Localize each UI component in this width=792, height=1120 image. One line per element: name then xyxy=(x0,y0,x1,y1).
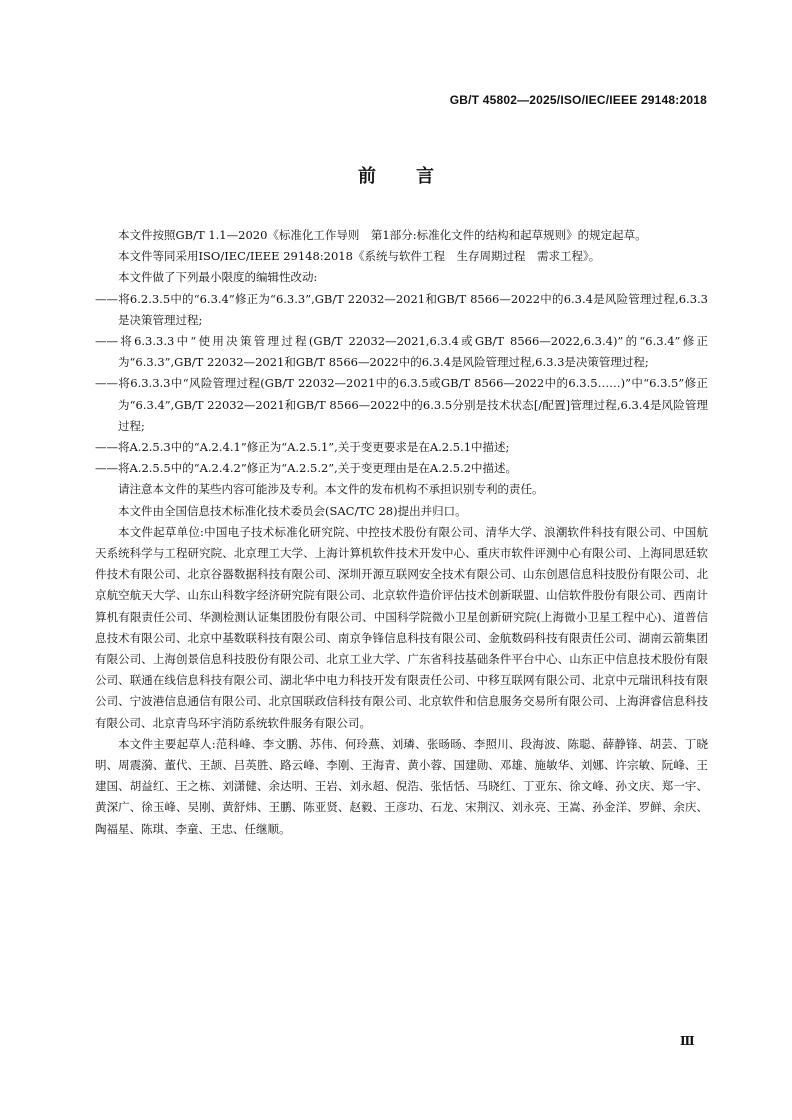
dash-mark: —— xyxy=(95,334,118,349)
edit-text: 将6.3.3.3中“使用决策管理过程(GB/T 22032—2021,6.3.4或GB/T 8566—2022,6.3.4)”的“6.3.4”修正为“6.3.3”,GB/T 22032—2021和GB/T 8566—2022中的6.3.4是风险管理过程,6.3.3是决策管理过程; xyxy=(118,334,708,370)
drafters-list: 本文件主要起草人:范科峰、李文鹏、苏伟、何玲燕、刘璘、张旸旸、李照川、段海波、陈聪、薛静锋、胡芸、丁晓明、周震漪、董代、王颉、吕英胜、路云峰、李刚、王海青、黄小蓉、国建勋、邓雄、施敏华、刘娜、许宗敏、阮峰、王建国、胡益红、王之栋、刘潇健、余达明、王岩、刘永超、倪浩、张恬恬、马晓红、丁亚东、徐文峰、孙文庆、郑一宇、黄深广、徐玉峰、吴刚、黄舒炜、王鹏、陈亚贤、赵毅、王彦功、石龙、宋荆汉、刘永亮、王嵩、孙金洋、罗鲜、余庆、陶福星、陈琪、李童、王忠、任继顺。 xyxy=(95,736,708,836)
dash-mark: —— xyxy=(95,440,118,455)
paragraph-adoption: 本文件等同采用ISO/IEC/IEEE 29148:2018《系统与软件工程 生存周期过程 需求工程》。 xyxy=(118,249,601,264)
edit-text: 将6.3.3.3中“风险管理过程(GB/T 22032—2021中的6.3.5或GB/T 8566—2022中的6.3.5……)”中“6.3.5”修正为“6.3.4”,GB/T 22032—2021和GB/T 8566—2022中的6.3.5分别是技术状态[/配置]管理过程,6.3.4是风险管理过程; xyxy=(118,376,708,433)
paragraph-drafting-rule: 本文件按照GB/T 1.1—2020《标准化工作导则 第1部分:标准化文件的结构和起草规则》的规定起草。 xyxy=(118,228,647,242)
edit-item xyxy=(95,289,708,331)
document-body xyxy=(95,225,708,840)
dash-mark: —— xyxy=(95,291,118,306)
dash-mark: —— xyxy=(95,376,118,391)
proposer-statement: 本文件由全国信息技术标准化技术委员会(SAC/TC 28)提出并归口。 xyxy=(118,503,467,518)
standard-code-header: GB/T 45802—2025/ISO/IEC/IEEE 29148:2018 xyxy=(449,93,707,107)
page-number: Ⅲ xyxy=(680,1034,695,1048)
edit-text: 将A.2.5.3中的“A.2.4.1”修正为“A.2.5.1”,关于变更要求是在A.2.5.1中描述; xyxy=(118,440,510,455)
edit-text: 将A.2.5.5中的“A.2.4.2”修正为“A.2.5.2”,关于变更理由是在A.2.5.2中描述。 xyxy=(118,461,518,476)
edit-item xyxy=(95,331,708,373)
edit-text: 将6.2.3.5中的“6.3.4”修正为“6.3.3”,GB/T 22032—2021和GB/T 8566—2022中的6.3.4是风险管理过程,6.3.3是决策管理过程; xyxy=(118,291,708,327)
drafting-units: 本文件起草单位:中国电子技术标准化研究院、中控技术股份有限公司、清华大学、浪潮软件科技有限公司、中国航天系统科学与工程研究院、北京理工大学、上海计算机软件技术开发中心、重庆市软件评测中心有限公司、上海同思廷软件技术有限公司、北京谷器数据科技有限公司、深圳开源互联网安全技术有限公司、山东创恩信息科技股份有限公司、北京航空航天大学、山东山科数字经济研究院有限公司、北京软件造价评估技术创新联盟、山信软件股份有限公司、西南计算机有限责任公司、华测检测认证集团股份有限公司、中国科学院微小卫星创新研究院(上海微小卫星工程中心)、道普信息技术有限公司、北京中基数联科技有限公司、南京争锋信息科技有限公司、金航数码科技有限责任公司、湖南云箭集团有限公司、上海创景信息科技股份有限公司、北京工业大学、广东省科技基础条件平台中心、山东正中信息技术股份有限公司、联通在线信息科技有限公司、湖北华中电力科技开发有限责任公司、中移互联网有限公司、北京中元瑞讯科技有限公司、宁波港信息通信有限公司、北京国联政信科技有限公司、北京软件和信息服务交易所有限公司、上海湃睿信息科技有限公司、北京青鸟环宇消防系统软件服务有限公司。 xyxy=(95,524,708,730)
paragraph-edits-intro: 本文件做了下列最小限度的编辑性改动: xyxy=(118,270,318,285)
dash-mark: —— xyxy=(95,461,118,476)
page-title: 前言 xyxy=(358,166,474,187)
edit-item xyxy=(95,373,708,437)
patent-notice: 请注意本文件的某些内容可能涉及专利。本文件的发布机构不承担识别专利的责任。 xyxy=(118,482,544,497)
edit-item xyxy=(95,437,708,458)
edit-item xyxy=(95,458,708,479)
